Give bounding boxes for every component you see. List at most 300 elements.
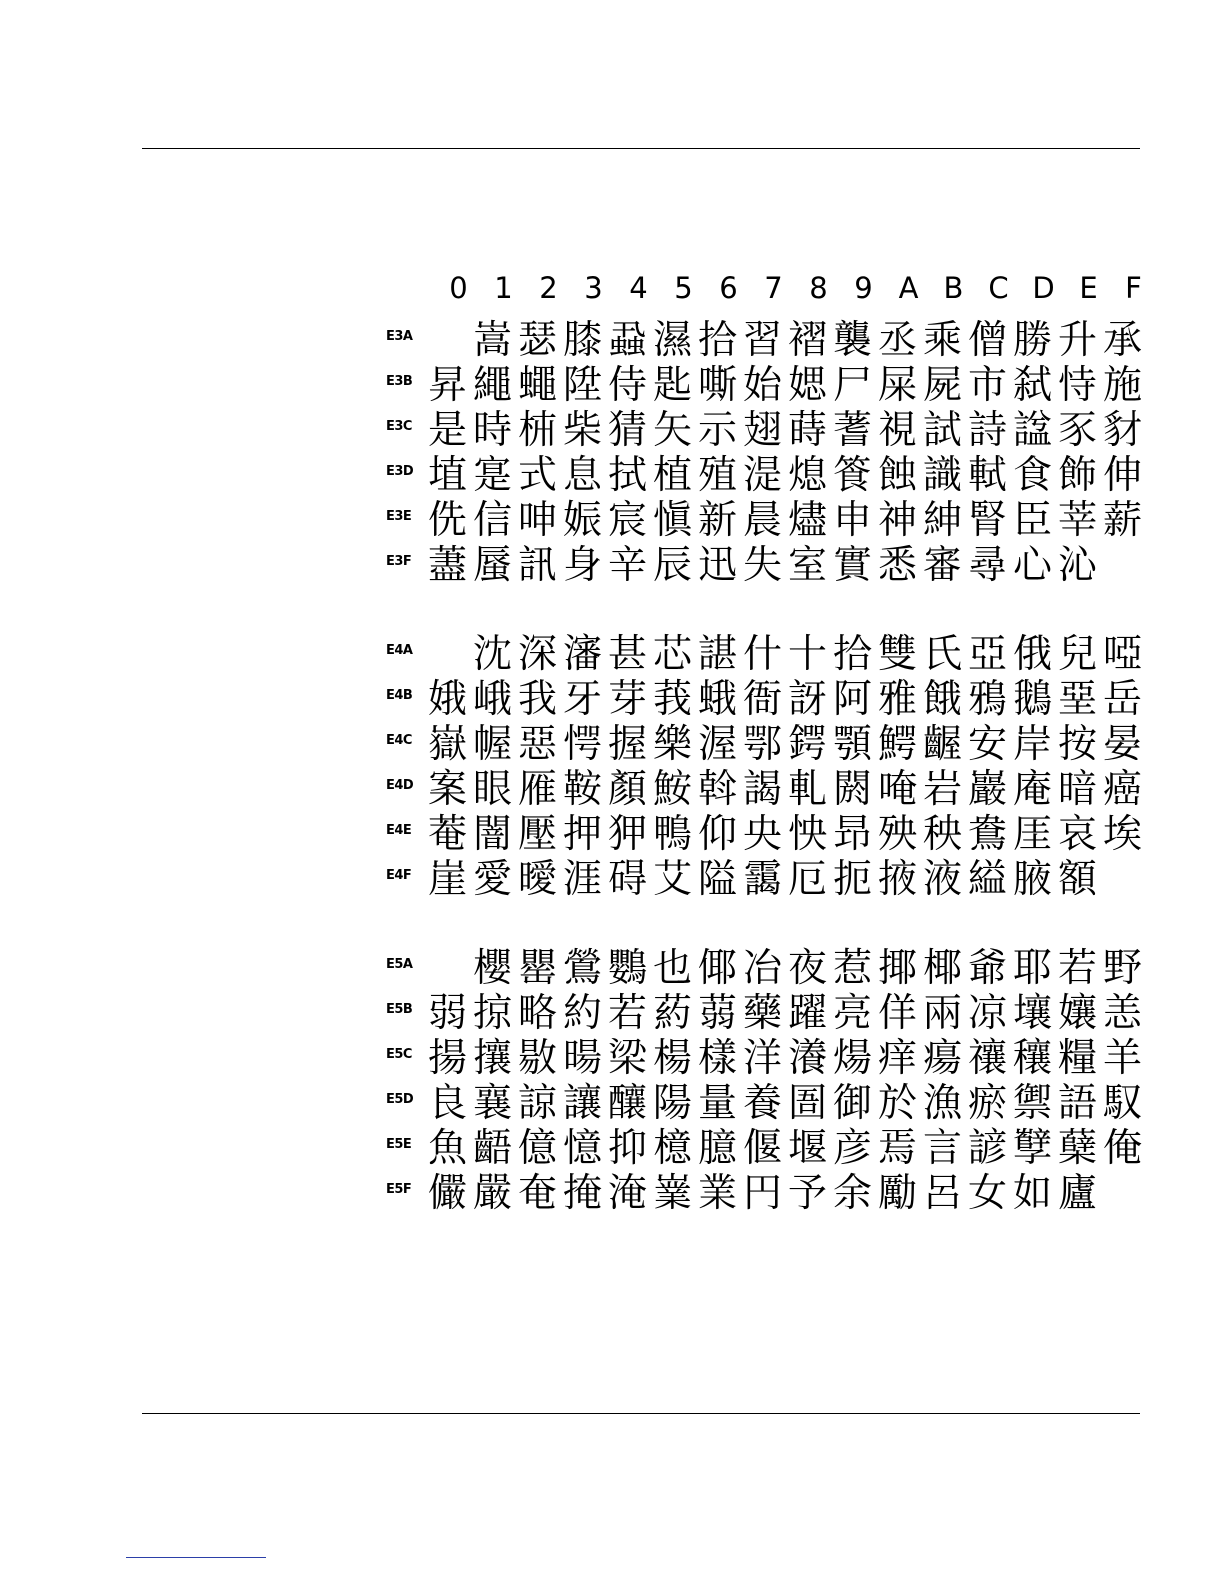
glyph-cell: 穰 bbox=[1012, 1036, 1052, 1081]
glyph-cell: 狎 bbox=[607, 812, 647, 857]
glyph-cell: 謁 bbox=[742, 767, 782, 812]
glyph-cell: 濕 bbox=[652, 318, 692, 363]
glyph-cell: 屎 bbox=[877, 363, 917, 408]
row-label: E5B bbox=[386, 1002, 413, 1017]
glyph-cell: 按 bbox=[1057, 722, 1097, 767]
glyph-cell: 椰 bbox=[922, 946, 962, 991]
glyph-cell: 湜 bbox=[742, 453, 782, 498]
glyph-cell: 呻 bbox=[517, 498, 557, 543]
glyph-cell: 勝 bbox=[1012, 318, 1052, 363]
glyph-cell: 蠅 bbox=[517, 363, 557, 408]
glyph-cell: 掠 bbox=[472, 991, 512, 1036]
glyph-cell: 唵 bbox=[877, 767, 917, 812]
glyph-cell: 女 bbox=[967, 1171, 1007, 1216]
glyph-cell: 藥 bbox=[742, 991, 782, 1036]
glyph-cell: 冶 bbox=[742, 946, 782, 991]
footnote-rule bbox=[126, 1557, 266, 1558]
glyph-cell: 瑟 bbox=[517, 318, 557, 363]
glyph-cell: 儼 bbox=[427, 1171, 467, 1216]
glyph-cell: 牙 bbox=[562, 677, 602, 722]
glyph-cell: 俺 bbox=[1102, 1126, 1142, 1171]
column-header: 3 bbox=[584, 271, 603, 305]
glyph-cell: 昻 bbox=[832, 812, 872, 857]
glyph-cell: 扼 bbox=[832, 857, 872, 902]
glyph-cell: 碍 bbox=[607, 857, 647, 902]
glyph-cell: 暗 bbox=[1057, 767, 1097, 812]
glyph-cell: 習 bbox=[742, 318, 782, 363]
glyph-cell: 厓 bbox=[1012, 812, 1052, 857]
glyph-cell: 夜 bbox=[787, 946, 827, 991]
glyph-cell: 沈 bbox=[472, 632, 512, 677]
glyph-cell: 信 bbox=[472, 498, 512, 543]
glyph-cell: 蒔 bbox=[787, 408, 827, 453]
glyph-cell: 嘶 bbox=[697, 363, 737, 408]
glyph-cell: 鵝 bbox=[1012, 677, 1052, 722]
glyph-cell: 顎 bbox=[832, 722, 872, 767]
glyph-cell: 洋 bbox=[742, 1036, 782, 1081]
glyph-cell: 圄 bbox=[787, 1081, 827, 1126]
glyph-cell: 於 bbox=[877, 1081, 917, 1126]
glyph-cell: 御 bbox=[832, 1081, 872, 1126]
glyph-cell: 闇 bbox=[472, 812, 512, 857]
row-label: E3D bbox=[386, 464, 414, 479]
glyph-cell: 掩 bbox=[562, 1171, 602, 1216]
glyph-cell: 弑 bbox=[1012, 363, 1052, 408]
glyph-cell: 壤 bbox=[1012, 991, 1052, 1036]
glyph-cell: 閼 bbox=[832, 767, 872, 812]
glyph-cell: 厄 bbox=[787, 857, 827, 902]
glyph-cell: 式 bbox=[517, 453, 557, 498]
glyph-cell: 俄 bbox=[1012, 632, 1052, 677]
glyph-cell: 蝕 bbox=[877, 453, 917, 498]
glyph-cell: 拾 bbox=[832, 632, 872, 677]
glyph-cell: 爺 bbox=[967, 946, 1007, 991]
glyph-cell: 梁 bbox=[607, 1036, 647, 1081]
glyph-cell: 辛 bbox=[607, 543, 647, 588]
glyph-cell: 揚 bbox=[427, 1036, 467, 1081]
glyph-cell: 揶 bbox=[877, 946, 917, 991]
glyph-cell: 熄 bbox=[787, 453, 827, 498]
row-label: E4E bbox=[386, 823, 412, 838]
glyph-cell: 薪 bbox=[1102, 498, 1142, 543]
glyph-cell: 嵩 bbox=[472, 318, 512, 363]
glyph-cell: 岩 bbox=[922, 767, 962, 812]
footer-rule bbox=[142, 1413, 1140, 1414]
column-header: 1 bbox=[494, 271, 513, 305]
glyph-cell: 丞 bbox=[877, 318, 917, 363]
glyph-cell: 勵 bbox=[877, 1171, 917, 1216]
glyph-cell: 始 bbox=[742, 363, 782, 408]
glyph-cell: 彦 bbox=[832, 1126, 872, 1171]
glyph-cell bbox=[1100, 543, 1145, 588]
glyph-cell: 襲 bbox=[832, 318, 872, 363]
glyph-cell: 氏 bbox=[922, 632, 962, 677]
glyph-cell: 蛾 bbox=[697, 677, 737, 722]
glyph-cell: 愼 bbox=[652, 498, 692, 543]
glyph-cell: 淹 bbox=[607, 1171, 647, 1216]
glyph-cell: 暘 bbox=[562, 1036, 602, 1081]
glyph-cell: 食 bbox=[1012, 453, 1052, 498]
glyph-cell: 敭 bbox=[517, 1036, 557, 1081]
glyph-cell: 抑 bbox=[607, 1126, 647, 1171]
glyph-cell: 鄂 bbox=[742, 722, 782, 767]
glyph-cell: 約 bbox=[562, 991, 602, 1036]
glyph-cell: 識 bbox=[922, 453, 962, 498]
glyph-cell: 啞 bbox=[1102, 632, 1142, 677]
glyph-cell bbox=[1100, 1171, 1145, 1216]
glyph-cell: 心 bbox=[1012, 543, 1052, 588]
glyph-cell: 蝨 bbox=[607, 318, 647, 363]
glyph-cell: 殃 bbox=[877, 812, 917, 857]
glyph-cell: 偃 bbox=[742, 1126, 782, 1171]
glyph-cell: 耶 bbox=[1012, 946, 1052, 991]
glyph-cell: 莪 bbox=[652, 677, 692, 722]
glyph-cell: 芽 bbox=[607, 677, 647, 722]
glyph-cell: 深 bbox=[517, 632, 557, 677]
glyph-cell: 鞍 bbox=[562, 767, 602, 812]
glyph-cell: 十 bbox=[787, 632, 827, 677]
glyph-cell: 菴 bbox=[427, 812, 467, 857]
glyph-cell: 軋 bbox=[787, 767, 827, 812]
glyph-cell: 蘖 bbox=[1057, 1126, 1097, 1171]
glyph-cell: 眼 bbox=[472, 767, 512, 812]
glyph-cell: 惡 bbox=[517, 722, 557, 767]
glyph-cell: 宸 bbox=[607, 498, 647, 543]
glyph-cell: 羊 bbox=[1102, 1036, 1142, 1081]
glyph-cell: 室 bbox=[787, 543, 827, 588]
glyph-cell: 略 bbox=[517, 991, 557, 1036]
glyph-cell: 升 bbox=[1057, 318, 1097, 363]
row-label: E4D bbox=[386, 778, 414, 793]
glyph-cell: 伸 bbox=[1102, 453, 1142, 498]
glyph-cell: 兒 bbox=[1057, 632, 1097, 677]
glyph-cell: 野 bbox=[1102, 946, 1142, 991]
glyph-cell: 攘 bbox=[472, 1036, 512, 1081]
glyph-cell: 庵 bbox=[1012, 767, 1052, 812]
glyph-cell: 堊 bbox=[1057, 677, 1097, 722]
glyph-cell: 柴 bbox=[562, 408, 602, 453]
glyph-cell: 娥 bbox=[427, 677, 467, 722]
glyph-cell: 臆 bbox=[697, 1126, 737, 1171]
glyph-cell: 養 bbox=[742, 1081, 782, 1126]
column-header: A bbox=[898, 271, 919, 305]
glyph-cell: 安 bbox=[967, 722, 1007, 767]
glyph-cell: 岸 bbox=[1012, 722, 1052, 767]
glyph-cell: 甚 bbox=[607, 632, 647, 677]
glyph-cell: 惹 bbox=[832, 946, 872, 991]
glyph-cell: 曖 bbox=[517, 857, 557, 902]
glyph-cell: 凉 bbox=[967, 991, 1007, 1036]
glyph-cell: 案 bbox=[427, 767, 467, 812]
row-label: E5E bbox=[386, 1137, 412, 1152]
glyph-cell: 亮 bbox=[832, 991, 872, 1036]
glyph-cell: 諒 bbox=[517, 1081, 557, 1126]
column-header: 9 bbox=[854, 271, 873, 305]
glyph-cell: 禦 bbox=[1012, 1081, 1052, 1126]
glyph-cell: 鰐 bbox=[877, 722, 917, 767]
glyph-cell: 枾 bbox=[517, 408, 557, 453]
glyph-cell: 實 bbox=[832, 543, 872, 588]
glyph-cell: 秧 bbox=[922, 812, 962, 857]
glyph-cell: 侁 bbox=[427, 498, 467, 543]
glyph-cell: 軾 bbox=[967, 453, 1007, 498]
row-label: E3B bbox=[386, 374, 413, 389]
glyph-cell: 雅 bbox=[877, 677, 917, 722]
column-header: 2 bbox=[539, 271, 558, 305]
glyph-cell: 猜 bbox=[607, 408, 647, 453]
glyph-cell: 涯 bbox=[562, 857, 602, 902]
glyph-cell: 愕 bbox=[562, 722, 602, 767]
glyph-cell: 匙 bbox=[652, 363, 692, 408]
glyph-cell: 予 bbox=[787, 1171, 827, 1216]
glyph-cell: 襄 bbox=[472, 1081, 512, 1126]
glyph-cell: 媤 bbox=[787, 363, 827, 408]
glyph-cell: 蜃 bbox=[472, 543, 512, 588]
glyph-cell: 樣 bbox=[697, 1036, 737, 1081]
column-header: D bbox=[1032, 271, 1055, 305]
glyph-cell: 篒 bbox=[832, 453, 872, 498]
glyph-cell: 余 bbox=[832, 1171, 872, 1216]
glyph-cell: 握 bbox=[607, 722, 647, 767]
glyph-cell: 掖 bbox=[877, 857, 917, 902]
glyph-cell: 櫻 bbox=[472, 946, 512, 991]
row-label: E3F bbox=[386, 554, 412, 569]
column-header: E bbox=[1079, 271, 1098, 305]
glyph-cell: 愛 bbox=[472, 857, 512, 902]
glyph-cell: 峨 bbox=[472, 677, 512, 722]
glyph-cell: 娠 bbox=[562, 498, 602, 543]
glyph-cell: 怏 bbox=[787, 812, 827, 857]
glyph-cell: 哀 bbox=[1057, 812, 1097, 857]
glyph-cell: 尸 bbox=[832, 363, 872, 408]
glyph-cell: 顏 bbox=[607, 767, 647, 812]
glyph-cell: 迅 bbox=[697, 543, 737, 588]
glyph-cell: 瀋 bbox=[562, 632, 602, 677]
glyph-cell: 痒 bbox=[877, 1036, 917, 1081]
glyph-cell: 良 bbox=[427, 1081, 467, 1126]
glyph-cell: 埴 bbox=[427, 453, 467, 498]
glyph-cell: 巖 bbox=[967, 767, 1007, 812]
glyph-cell: 量 bbox=[697, 1081, 737, 1126]
glyph-cell: 紳 bbox=[922, 498, 962, 543]
glyph-cell: 押 bbox=[562, 812, 602, 857]
glyph-cell: 鴦 bbox=[967, 812, 1007, 857]
glyph-cell: 承 bbox=[1102, 318, 1142, 363]
glyph-cell: 斡 bbox=[697, 767, 737, 812]
column-header: 0 bbox=[449, 271, 468, 305]
glyph-cell: 翅 bbox=[742, 408, 782, 453]
glyph-cell: 崖 bbox=[427, 857, 467, 902]
glyph-cell: 褶 bbox=[787, 318, 827, 363]
glyph-cell: 訊 bbox=[517, 543, 557, 588]
glyph-cell: 壓 bbox=[517, 812, 557, 857]
glyph-cell: 瘍 bbox=[922, 1036, 962, 1081]
glyph-cell: 諺 bbox=[967, 1126, 1007, 1171]
column-header: 7 bbox=[764, 271, 783, 305]
glyph-cell: 癌 bbox=[1102, 767, 1142, 812]
glyph-cell: 新 bbox=[697, 498, 737, 543]
glyph-cell bbox=[425, 632, 470, 677]
column-header: 6 bbox=[719, 271, 738, 305]
glyph-cell: 仰 bbox=[697, 812, 737, 857]
glyph-cell: 寔 bbox=[472, 453, 512, 498]
glyph-cell: 恙 bbox=[1102, 991, 1142, 1036]
glyph-cell: 埃 bbox=[1102, 812, 1142, 857]
glyph-cell: 糧 bbox=[1057, 1036, 1097, 1081]
row-label: E4A bbox=[386, 643, 413, 658]
glyph-cell: 煬 bbox=[832, 1036, 872, 1081]
glyph-cell: 豺 bbox=[1102, 408, 1142, 453]
glyph-cell: 鴨 bbox=[652, 812, 692, 857]
glyph-cell: 申 bbox=[832, 498, 872, 543]
glyph-cell: 幄 bbox=[472, 722, 512, 767]
glyph-cell: 晨 bbox=[742, 498, 782, 543]
glyph-cell: 額 bbox=[1057, 857, 1097, 902]
glyph-cell: 也 bbox=[652, 946, 692, 991]
glyph-cell: 瘀 bbox=[967, 1081, 1007, 1126]
glyph-cell bbox=[425, 318, 470, 363]
glyph-cell: 昇 bbox=[427, 363, 467, 408]
glyph-cell: 腎 bbox=[967, 498, 1007, 543]
glyph-cell: 豕 bbox=[1057, 408, 1097, 453]
glyph-cell: 是 bbox=[427, 408, 467, 453]
glyph-cell: 言 bbox=[922, 1126, 962, 1171]
glyph-cell: 市 bbox=[967, 363, 1007, 408]
glyph-cell: 漁 bbox=[922, 1081, 962, 1126]
glyph-cell: 腋 bbox=[1012, 857, 1052, 902]
glyph-cell: 藎 bbox=[427, 543, 467, 588]
glyph-cell: 渥 bbox=[697, 722, 737, 767]
glyph-cell: 殖 bbox=[697, 453, 737, 498]
glyph-cell: 諶 bbox=[697, 632, 737, 677]
row-label: E5C bbox=[386, 1047, 412, 1062]
glyph-cell: 讓 bbox=[562, 1081, 602, 1126]
glyph-cell: 植 bbox=[652, 453, 692, 498]
glyph-cell: 試 bbox=[922, 408, 962, 453]
glyph-cell: 我 bbox=[517, 677, 557, 722]
glyph-cell: 瀁 bbox=[787, 1036, 827, 1081]
glyph-cell: 雙 bbox=[877, 632, 917, 677]
row-label: E4C bbox=[386, 733, 412, 748]
glyph-cell: 施 bbox=[1102, 363, 1142, 408]
glyph-cell: 阿 bbox=[832, 677, 872, 722]
glyph-cell: 葯 bbox=[652, 991, 692, 1036]
glyph-cell: 視 bbox=[877, 408, 917, 453]
column-header: C bbox=[988, 271, 1009, 305]
glyph-cell: 嶽 bbox=[427, 722, 467, 767]
glyph-cell: 憶 bbox=[562, 1126, 602, 1171]
glyph-cell: 躍 bbox=[787, 991, 827, 1036]
glyph-cell: 拾 bbox=[697, 318, 737, 363]
glyph-cell: 廬 bbox=[1057, 1171, 1097, 1216]
glyph-cell: 若 bbox=[1057, 946, 1097, 991]
glyph-cell: 岳 bbox=[1102, 677, 1142, 722]
glyph-cell: 衙 bbox=[742, 677, 782, 722]
glyph-cell: 如 bbox=[1012, 1171, 1052, 1216]
glyph-cell: 時 bbox=[472, 408, 512, 453]
glyph-cell: 齬 bbox=[472, 1126, 512, 1171]
glyph-cell: 語 bbox=[1057, 1081, 1097, 1126]
row-label: E3A bbox=[386, 329, 413, 344]
glyph-cell: 佯 bbox=[877, 991, 917, 1036]
glyph-cell: 檍 bbox=[652, 1126, 692, 1171]
glyph-cell: 蒻 bbox=[697, 991, 737, 1036]
glyph-cell: 鴉 bbox=[967, 677, 1007, 722]
glyph-cell: 雁 bbox=[517, 767, 557, 812]
column-header: F bbox=[1125, 271, 1142, 305]
glyph-cell: 楊 bbox=[652, 1036, 692, 1081]
glyph-cell: 悉 bbox=[877, 543, 917, 588]
glyph-cell: 艾 bbox=[652, 857, 692, 902]
row-label: E5F bbox=[386, 1182, 412, 1197]
glyph-cell: 魚 bbox=[427, 1126, 467, 1171]
glyph-cell: 尋 bbox=[967, 543, 1007, 588]
column-header: B bbox=[943, 271, 964, 305]
row-label: E5A bbox=[386, 957, 413, 972]
glyph-cell: 莘 bbox=[1057, 498, 1097, 543]
glyph-cell: 膝 bbox=[562, 318, 602, 363]
glyph-cell: 禳 bbox=[967, 1036, 1007, 1081]
glyph-cell: 亞 bbox=[967, 632, 1007, 677]
glyph-cell: 陞 bbox=[562, 363, 602, 408]
glyph-cell: 兩 bbox=[922, 991, 962, 1036]
glyph-cell: 鮟 bbox=[652, 767, 692, 812]
glyph-cell: 円 bbox=[742, 1171, 782, 1216]
glyph-cell bbox=[425, 946, 470, 991]
glyph-cell: 罌 bbox=[517, 946, 557, 991]
glyph-cell: 乘 bbox=[922, 318, 962, 363]
glyph-cell: 孃 bbox=[1057, 991, 1097, 1036]
glyph-cell: 釀 bbox=[607, 1081, 647, 1126]
row-label: E4B bbox=[386, 688, 413, 703]
glyph-cell: 靄 bbox=[742, 857, 782, 902]
glyph-cell: 失 bbox=[742, 543, 782, 588]
glyph-cell: 審 bbox=[922, 543, 962, 588]
glyph-cell: 億 bbox=[517, 1126, 557, 1171]
glyph-cell: 示 bbox=[697, 408, 737, 453]
glyph-cell: 訝 bbox=[787, 677, 827, 722]
glyph-cell: 身 bbox=[562, 543, 602, 588]
glyph-cell: 辰 bbox=[652, 543, 692, 588]
glyph-cell: 呂 bbox=[922, 1171, 962, 1216]
glyph-cell: 蓍 bbox=[832, 408, 872, 453]
glyph-cell: 樂 bbox=[652, 722, 692, 767]
glyph-cell: 矢 bbox=[652, 408, 692, 453]
glyph-cell: 倻 bbox=[697, 946, 737, 991]
glyph-cell: 縊 bbox=[967, 857, 1007, 902]
glyph-cell: 鍔 bbox=[787, 722, 827, 767]
glyph-cell: 侍 bbox=[607, 363, 647, 408]
row-label: E3C bbox=[386, 419, 412, 434]
glyph-cell: 息 bbox=[562, 453, 602, 498]
glyph-cell: 什 bbox=[742, 632, 782, 677]
glyph-cell: 恃 bbox=[1057, 363, 1097, 408]
glyph-cell: 嚴 bbox=[472, 1171, 512, 1216]
glyph-cell: 央 bbox=[742, 812, 782, 857]
glyph-cell: 奄 bbox=[517, 1171, 557, 1216]
glyph-cell: 臣 bbox=[1012, 498, 1052, 543]
column-header: 4 bbox=[629, 271, 648, 305]
glyph-cell: 隘 bbox=[697, 857, 737, 902]
glyph-cell: 屍 bbox=[922, 363, 962, 408]
row-label: E4F bbox=[386, 868, 412, 883]
row-label: E5D bbox=[386, 1092, 414, 1107]
glyph-cell: 液 bbox=[922, 857, 962, 902]
glyph-cell bbox=[1100, 857, 1145, 902]
glyph-cell: 齷 bbox=[922, 722, 962, 767]
glyph-cell: 業 bbox=[697, 1171, 737, 1216]
glyph-cell: 焉 bbox=[877, 1126, 917, 1171]
